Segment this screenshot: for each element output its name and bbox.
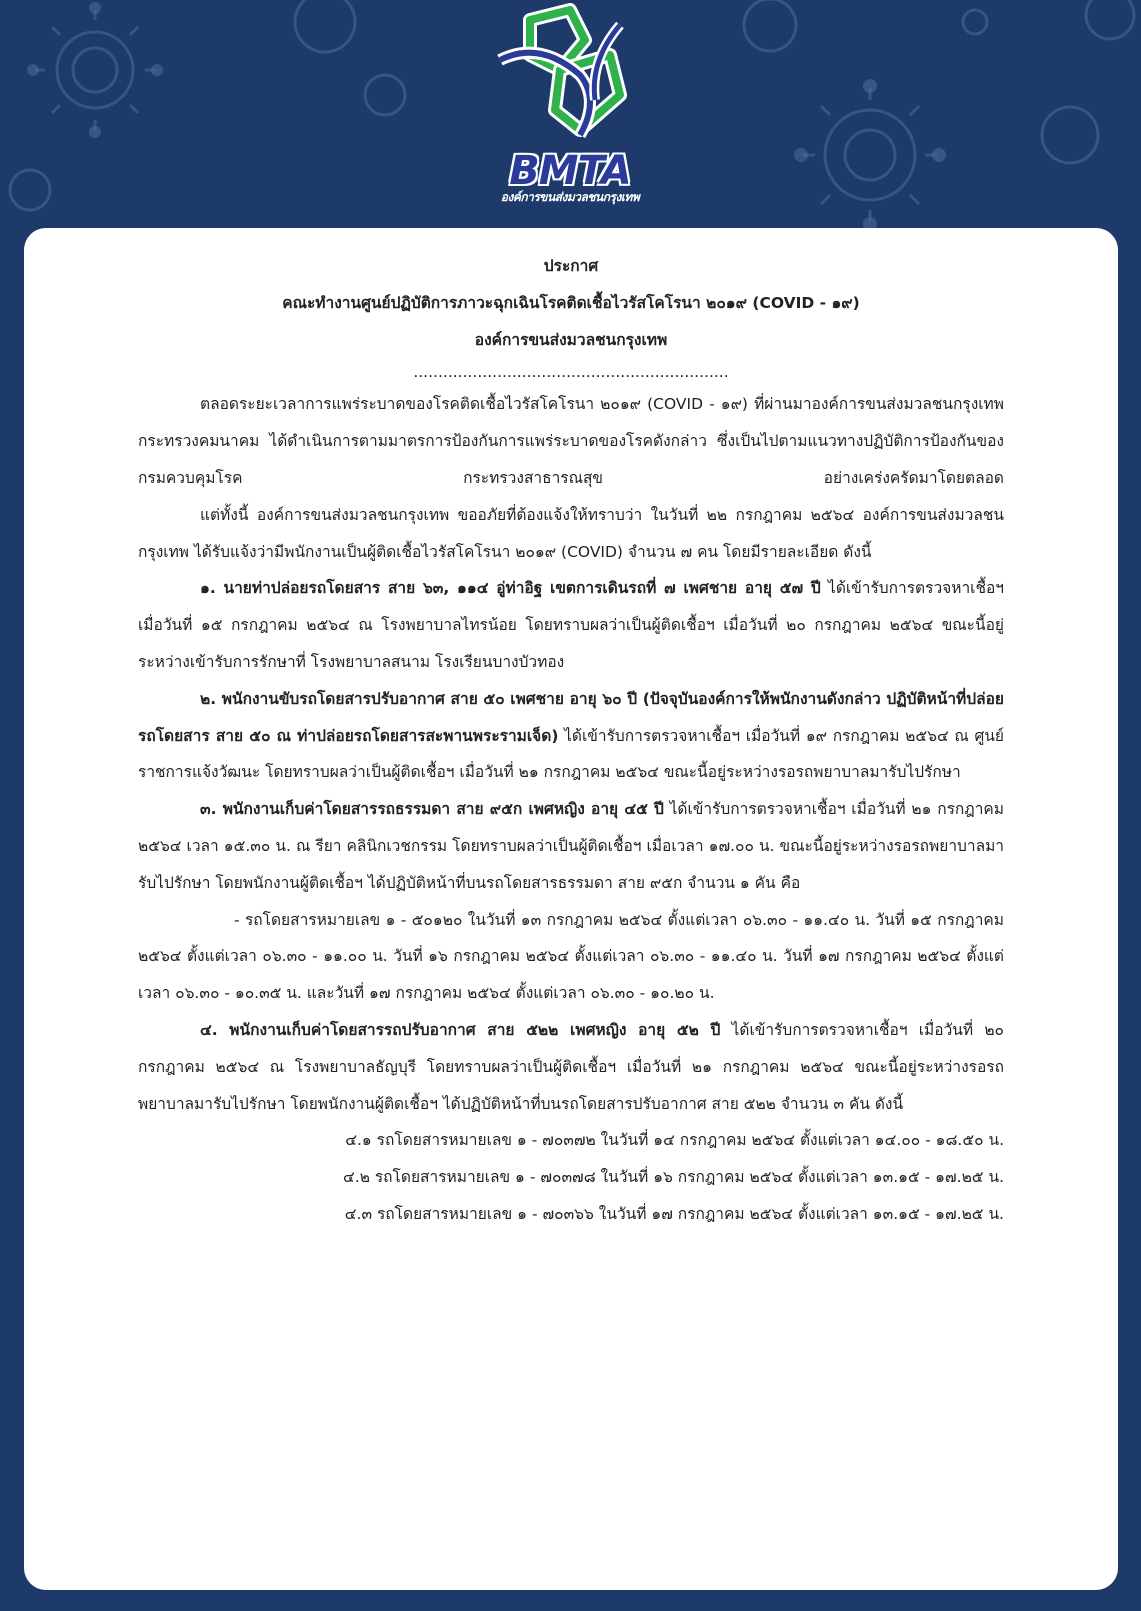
case-3-heading: ๓. พนักงานเก็บค่าโดยสารรถธรรมดา สาย ๙๕ก เพศหญิง อายุ ๔๕ ปี	[200, 800, 664, 819]
case-1-details: ได้เข้ารับการตรวจหาเชื้อฯ เมื่อวันที่ ๑๕ กรกฎาคม ๒๕๖๔ ณ โรงพยาบาลไทรน้อย โดยทราบผลว่าเป็นผู้ติดเชื้อฯ เมื่อวันที่ ๒๐ กรกฎาคม ๒๕๖๔ ขณะนี้อยู่ระหว่างเข้ารับการรักษาที่ โรงพยาบาลสนาม โรงเรียนบางบัวทอง	[138, 579, 1004, 671]
case-3-details: ได้เข้ารับการตรวจหาเชื้อฯ เมื่อวันที่ ๒๑ กรกฎาคม ๒๕๖๔ เวลา ๑๕.๓๐ น. ณ รียา คลินิกเวชกรรม โดยทราบผลว่าเป็นผู้ติดเชื้อฯ เมื่อเวลา ๑๗.๐๐ น. ขณะนี้อยู่ระหว่างรอรถพยาบาลมารับไปรักษา โดยพนักงานผู้ติดเชื้อฯ ได้ปฏิบัติหน้าที่บนรถโดยสารธรรมดา สาย ๙๕ก จำนวน ๑ คัน คือ	[138, 800, 1004, 892]
case-4-bus-1: ๔.๑ รถโดยสารหมายเลข ๑ - ๗๐๓๗๒ ในวันที่ ๑๔ กรกฎาคม ๒๕๖๔ ตั้งแต่เวลา ๑๔.๐๐ - ๑๘.๕๐ น.	[345, 1131, 1004, 1150]
case-4-details: ได้เข้ารับการตรวจหาเชื้อฯ เมื่อวันที่ ๒๐ กรกฎาคม ๒๕๖๔ ณ โรงพยาบาลธัญบุรี โดยทราบผลว่าเป็นผู้ติดเชื้อฯ เมื่อวันที่ ๒๑ กรกฎาคม ๒๕๖๔ ขณะนี้อยู่ระหว่างรอรถพยาบาลมารับไปรักษา โดยพนักงานผู้ติดเชื้อฯ ได้ปฏิบัติหน้าที่บนรถโดยสารปรับอากาศ สาย ๕๒๒ จำนวน ๓ คัน ดังนี้	[138, 1020, 1004, 1113]
intro-paragraph-2: แต่ทั้งนี้ องค์การขนส่งมวลชนกรุงเทพ ขออภัยที่ต้องแจ้งให้ทราบว่า ในวันที่ ๒๒ กรกฎาคม ๒๕๖๔ องค์การขนส่งมวลชนกรุงเทพ ได้รับแจ้งว่ามีพนักงานเป็นผู้ติดเชื้อไวรัสโคโรนา ๒๐๑๙ (COVID) จำนวน ๗ คน โดยมีรายละเอียด ดังนี้	[138, 505, 1004, 561]
case-4-heading: ๔. พนักงานเก็บค่าโดยสารรถปรับอากาศ สาย ๕๒๒ เพศหญิง อายุ ๕๒ ปี	[200, 1020, 721, 1039]
title-announcement: ประกาศ	[543, 257, 599, 275]
bmta-logo	[470, 0, 670, 210]
title-organization: องค์การขนส่งมวลชนกรุงเทพ	[474, 330, 668, 349]
case-1	[138, 570, 1004, 680]
intro-paragraph-1: ตลอดระยะเวลาการแพร่ระบาดของโรคติดเชื้อไวรัสโคโรนา ๒๐๑๙ (COVID - ๑๙) ที่ผ่านมาองค์การขนส่งมวลชนกรุงเทพ กระทรวงคมนาคม ได้ดำเนินการตามมาตรการป้องกันการแพร่ระบาดของโรคดังกล่าว ซึ่งเป็นไปตามแนวทางปฏิบัติการป้องกันของกรมควบคุมโรค กระทรวงสาธารณสุข อย่างเคร่งครัดมาโดยตลอด	[138, 395, 1004, 487]
title-separator: ................................................................	[413, 363, 729, 382]
logo-subtitle: องค์การขนส่งมวลชนกรุงเทพ	[500, 190, 640, 204]
case-3	[138, 791, 1004, 901]
announcement-card	[24, 228, 1118, 1590]
title-committee: คณะทำงานศูนย์ปฏิบัติการภาวะฉุกเฉินโรคติดเชื้อไวรัสโคโรนา ๒๐๑๙ (COVID - ๑๙)	[282, 293, 860, 312]
case-3-bus-schedule: - รถโดยสารหมายเลข ๑ - ๕๐๑๒๐ ในวันที่ ๑๓ กรกฎาคม ๒๕๖๔ ตั้งแต่เวลา ๐๖.๓๐ - ๑๑.๔๐ น. วันที่ ๑๕ กรกฎาคม ๒๕๖๔ ตั้งแต่เวลา ๐๖.๓๐ - ๑๑.๐๐ น. วันที่ ๑๖ กรกฎาคม ๒๕๖๔ ตั้งแต่เวลา ๐๖.๓๐ - ๑๑.๔๐ น. วันที่ ๑๗ กรกฎาคม ๒๕๖๔ ตั้งแต่เวลา ๐๖.๓๐ - ๑๐.๓๕ น. และวันที่ ๑๗ กรกฎาคม ๒๕๖๔ ตั้งแต่เวลา ๐๖.๓๐ - ๑๐.๒๐ น.	[138, 910, 1004, 1003]
case-4-bus-3: ๔.๓ รถโดยสารหมายเลข ๑ - ๗๐๓๖๖ ในวันที่ ๑๗ กรกฎาคม ๒๕๖๔ ตั้งแต่เวลา ๑๓.๑๕ - ๑๗.๒๕ น.	[344, 1204, 1004, 1223]
case-2-heading: ๒. พนักงานขับรถโดยสารปรับอากาศ สาย ๕๐ เพศชาย อายุ ๖๐ ปี (ปัจจุบันองค์การให้พนักงานดังกล่าว ปฏิบัติหน้าที่ปล่อยรถโดยสาร สาย ๕๐ ณ ท่าปล่อยรถโดยสารสะพานพระรามเจ็ด)	[138, 689, 1004, 745]
header	[0, 0, 1141, 225]
case-2-details: ได้เข้ารับการตรวจหาเชื้อฯ เมื่อวันที่ ๑๙ กรกฎาคม ๒๕๖๔ ณ ศูนย์ราชการแจ้งวัฒนะ โดยทราบผลว่าเป็นผู้ติดเชื้อฯ เมื่อวันที่ ๒๑ กรกฎาคม ๒๕๖๔ ขณะนี้อยู่ระหว่างรอรถพยาบาลมารับไปรักษา	[138, 726, 1004, 782]
case-2	[138, 681, 1004, 791]
case-1-heading: ๑. นายท่าปล่อยรถโดยสาร สาย ๖๓, ๑๑๔ อู่ท่าอิฐ เขตการเดินรถที่ ๗ เพศชาย อายุ ๕๗ ปี	[200, 579, 821, 598]
announcement-content	[138, 248, 1004, 1233]
case-4	[138, 1012, 1004, 1122]
bmta-emblem-icon	[470, 0, 670, 150]
case-4-bus-2: ๔.๒ รถโดยสารหมายเลข ๑ - ๗๐๓๗๘ ในวันที่ ๑๖ กรกฎาคม ๒๕๖๔ ตั้งแต่เวลา ๑๓.๑๕ - ๑๗.๒๕ น.	[343, 1168, 1004, 1187]
logo-wordmark: BMTA	[509, 148, 631, 194]
